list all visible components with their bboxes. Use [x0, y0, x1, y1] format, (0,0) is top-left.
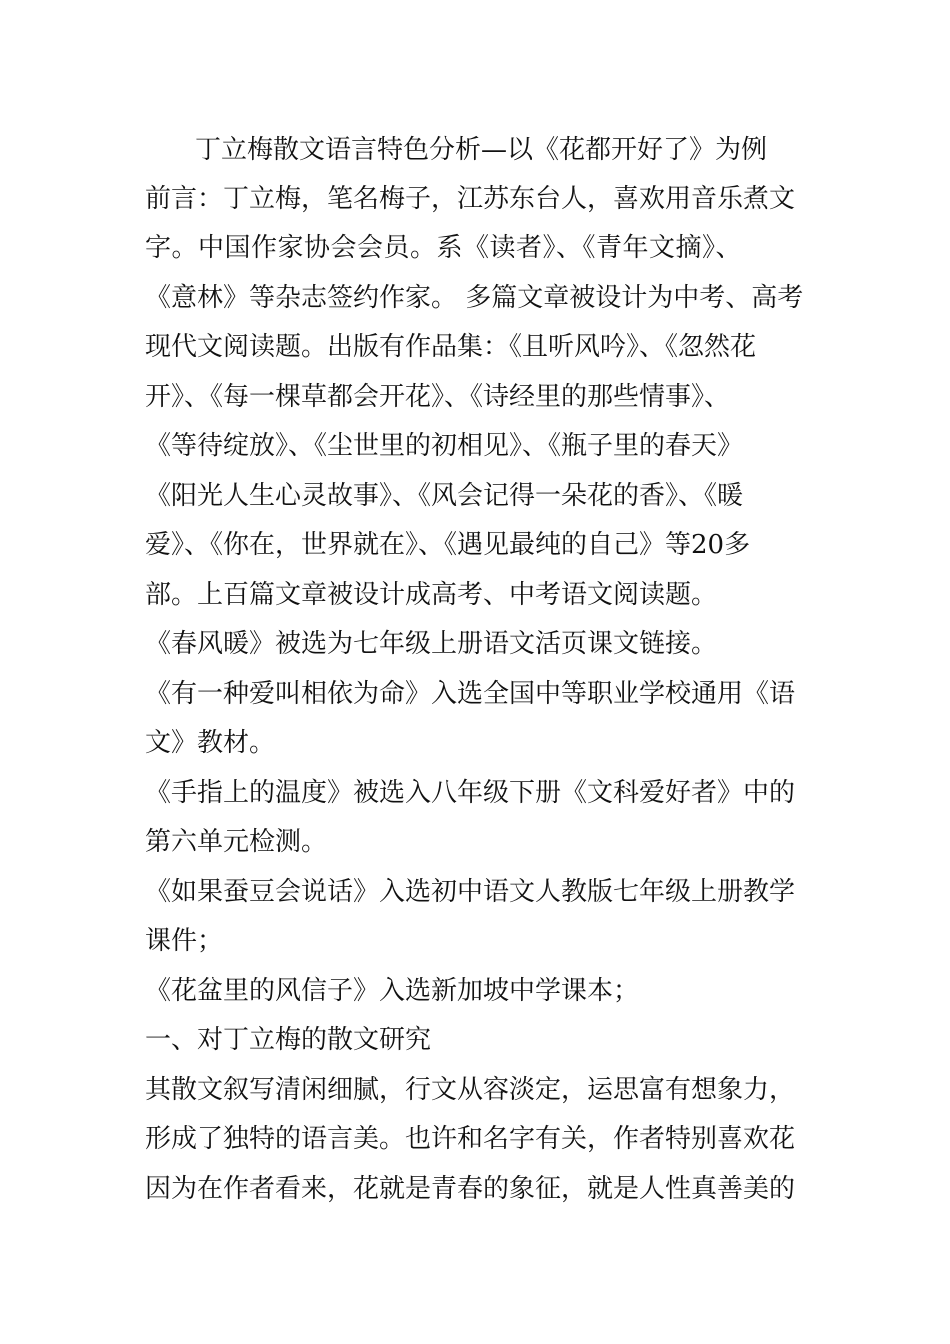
- text-line-3: 《意林》等杂志签约作家。 多篇文章被设计为中考、高考: [145, 283, 804, 313]
- text-line-12: 文》教材。: [145, 728, 276, 758]
- text-line-14: 第六单元检测。: [145, 827, 328, 857]
- text-line-10: 《春风暖》被选为七年级上册语文活页课文链接。: [145, 629, 718, 659]
- text-line-8: 爱》、《你在，世界就在》、《遇见最纯的自己》等20多: [145, 530, 751, 560]
- text-line-5: 开》、《每一棵草都会开花》、《诗经里的那些情事》、: [145, 382, 731, 412]
- text-line-19: 其散文叙写清闲细腻，行文从容淡定，运思富有想象力，: [145, 1075, 796, 1105]
- text-line-15: 《如果蚕豆会说话》入选初中语文人教版七年级上册教学: [145, 877, 796, 907]
- text-line-13: 《手指上的温度》被选入八年级下册《文科爱好者》中的: [145, 778, 796, 808]
- text-line-16: 课件；: [145, 926, 224, 956]
- text-line-20: 形成了独特的语言美。也许和名字有关，作者特别喜欢花: [145, 1124, 796, 1154]
- text-line-2: 字。中国作家协会会员。系《读者》、《青年文摘》、: [145, 233, 743, 263]
- text-line-4: 现代文阅读题。出版有作品集：《且听风吟》、《忽然花: [145, 332, 757, 362]
- text-line-1: 前言：丁立梅，笔名梅子，江苏东台人，喜欢用音乐煮文: [145, 184, 796, 214]
- text-line-11: 《有一种爱叫相依为命》入选全国中等职业学校通用《语: [145, 679, 796, 709]
- text-line-17: 《花盆里的风信子》入选新加坡中学课本；: [145, 976, 640, 1006]
- text-line-9: 部。上百篇文章被设计成高考、中考语文阅读题。: [145, 580, 718, 610]
- section-heading: 一、对丁立梅的散文研究: [145, 1025, 432, 1055]
- text-line-21: 因为在作者看来，花就是青春的象征，就是人性真善美的: [145, 1174, 796, 1204]
- text-line-6: 《等待绽放》、《尘世里的初相见》、《瓶子里的春天》: [145, 431, 744, 461]
- text-line-7: 《阳光人生心灵故事》、《风会记得一朵花的香》、《暖: [145, 481, 744, 511]
- document-title: 丁立梅散文语言特色分析—以《花都开好了》为例: [195, 135, 768, 165]
